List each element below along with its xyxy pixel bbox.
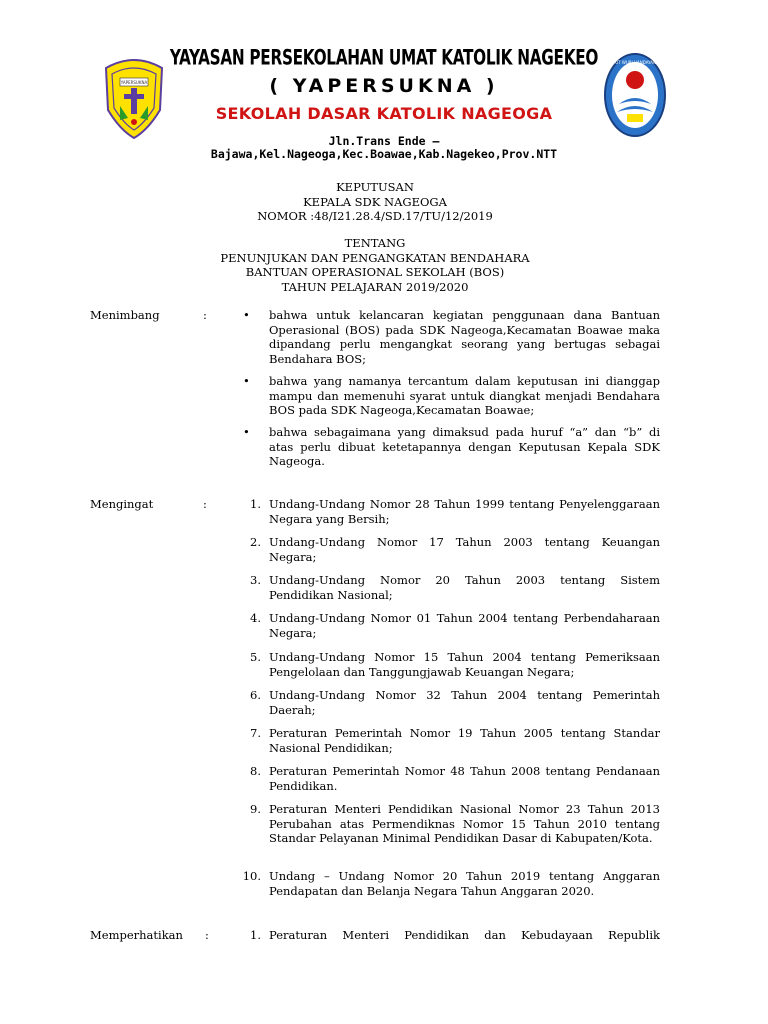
mengingat-colon: : [203,497,207,511]
mengingat-item: Undang-Undang Nomor 01 Tahun 2004 tentang Perbendaharaan Negara; [269,611,660,640]
menimbang-item: bahwa sebagaimana yang dimaksud pada huruf “a” dan “b” di atas perlu dibuat ketetapannya dengan Keputusan Kepala SDK Nageoga. [269,425,660,468]
list-number: 2. [250,535,261,549]
list-number: 9. [250,802,261,816]
bullet-marker: • [243,425,250,439]
list-number: 10. [242,869,261,883]
decree-heading [90,180,660,224]
bullet-marker: • [243,308,250,322]
decree-issuer: KEPALA SDK NAGEOGA [303,194,447,209]
foundation-name: YAYASAN PERSEKOLAHAN UMAT KATOLIK NAGEKEO [169,45,599,71]
list-number: 8. [250,764,261,778]
list-number: 1. [250,928,261,942]
menimbang-colon: : [203,308,207,322]
subject-line-2: BANTUAN OPERASIONAL SEKOLAH (BOS) [245,265,505,279]
school-name: SEKOLAH DASAR KATOLIK NAGEOGA [215,104,553,123]
decree-number: NOMOR :48/I21.28.4/SD.17/TU/12/2019 [257,209,493,223]
right-logo-text: TUT WURI HANDAYANI [612,60,658,65]
menimbang-label: Menimbang [90,308,160,322]
subject-line-3: TAHUN PELAJARAN 2019/2020 [281,279,469,294]
mengingat-item: Undang-Undang Nomor 32 Tahun 2004 tentang Pemerintah Daerah; [269,688,660,717]
list-number: 4. [250,611,261,625]
bullet-marker: • [243,374,250,388]
foundation-abbreviation: ( YAPERSUKNA ) [269,75,499,97]
subject-line-1: PENUNJUKAN DAN PENGANGKATAN BENDAHARA [220,250,530,265]
mengingat-item: Undang – Undang Nomor 20 Tahun 2019 tentang Anggaran Pendapatan dan Belanja Negara Tahun Anggaran 2020. [269,869,660,898]
mengingat-label: Mengingat [90,497,154,511]
decree-about: TENTANG [344,236,406,250]
decree-subject [90,236,660,294]
memperhatikan-label: Memperhatikan [90,928,183,942]
mengingat-item: Peraturan Pemerintah Nomor 19 Tahun 2005 tentang Standar Nasional Pendidikan; [269,726,660,755]
list-number: 6. [250,688,261,702]
decree-title: KEPUTUSAN [336,180,414,194]
list-number: 1. [250,497,261,511]
menimbang-item: bahwa yang namanya tercantum dalam keputusan ini dianggap mampu dan memenuhi syarat untuk diangkat menjadi Bendahara BOS pada SDK Nageoga,Kecamatan Boawae; [269,374,660,417]
memperhatikan-item: Peraturan Menteri Pendidikan dan Kebudayaan Republik [269,928,660,942]
mengingat-item: Undang-Undang Nomor 15 Tahun 2004 tentang Pemeriksaan Pengelolaan dan Tanggungjawab Keuangan Negara; [269,650,660,679]
left-logo-text: YAPERSUKNA [120,80,148,85]
mengingat-item: Peraturan Menteri Pendidikan Nasional Nomor 23 Tahun 2013 Perubahan atas Permendiknas Nomor 15 Tahun 2010 tentang Standar Pelayanan Minimal Pendidikan Dasar di Kabupaten/Kota. [269,802,660,845]
mengingat-item: Undang-Undang Nomor 20 Tahun 2003 tentang Sistem Pendidikan Nasional; [269,573,660,602]
menimbang-item: bahwa untuk kelancaran kegiatan penggunaan dana Bantuan Operasional (BOS) pada SDK Nageoga,Kecamatan Boawae maka dipandang perlu mengangkat seorang yang bertugas sebagai Bendahara BOS; [269,308,660,366]
mengingat-item: Undang-Undang Nomor 28 Tahun 1999 tentang Penyelenggaraan Negara yang Bersih; [269,497,660,526]
mengingat-item: Undang-Undang Nomor 17 Tahun 2003 tentang Keuangan Negara; [269,535,660,564]
address-line-1: Jln.Trans Ende – [328,134,440,148]
address-line-2: Bajawa,Kel.Nageoga,Kec.Boawae,Kab.Nagekeo,Prov.NTT [210,147,558,161]
list-number: 7. [250,726,261,740]
list-number: 5. [250,650,261,664]
memperhatikan-colon: : [205,928,209,942]
mengingat-item: Peraturan Pemerintah Nomor 48 Tahun 2008 tentang Pendanaan Pendidikan. [269,764,660,793]
list-number: 3. [250,573,261,587]
